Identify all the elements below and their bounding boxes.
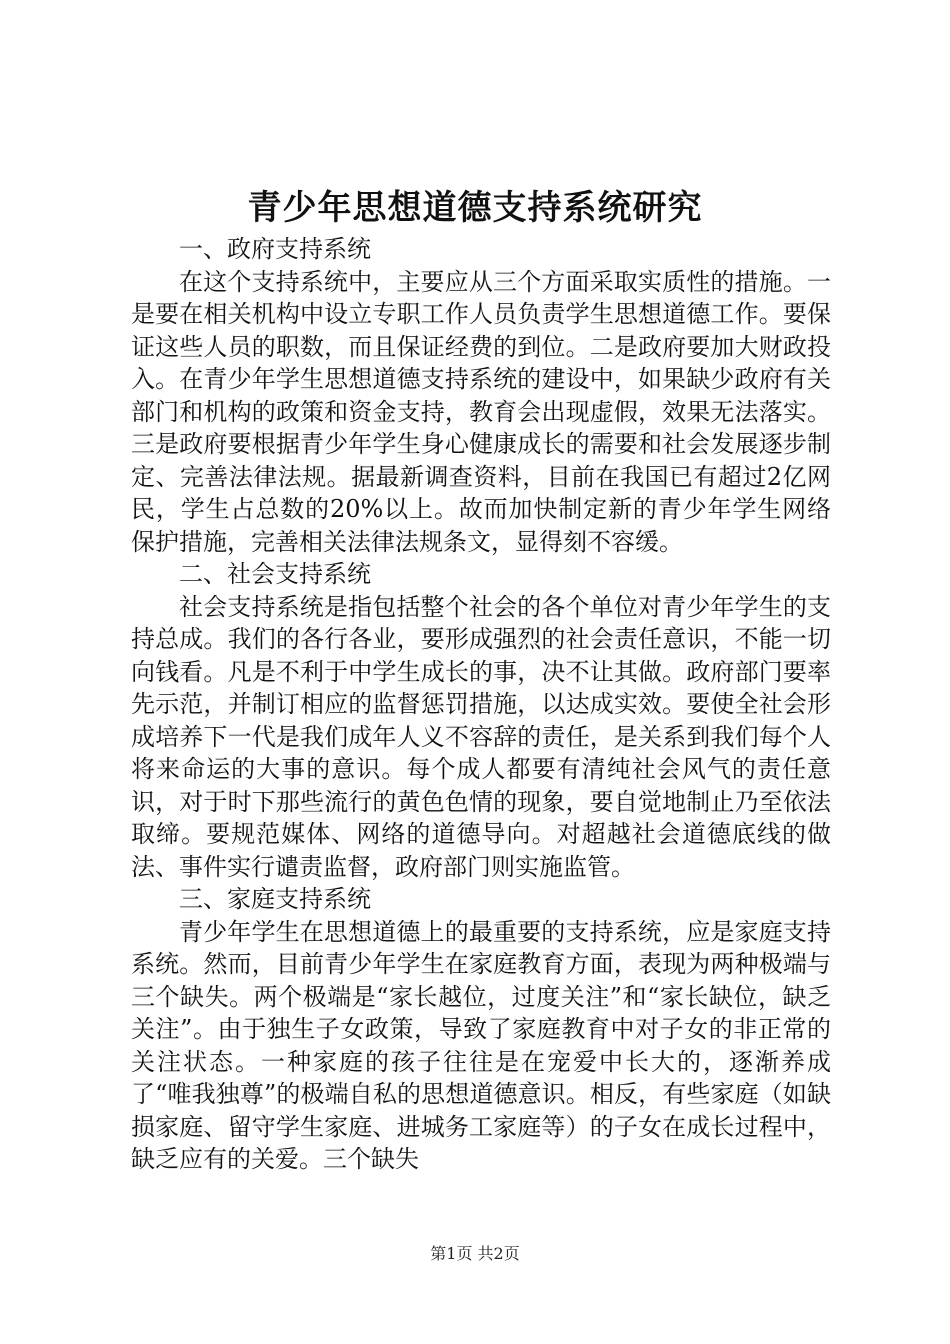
section-heading-society: 二、社会支持系统 [179, 560, 371, 588]
section-heading-government: 一、政府支持系统 [179, 235, 371, 263]
document-title: 青少年思想道德支持系统研究 [247, 188, 703, 228]
section-heading-family: 三、家庭支持系统 [179, 885, 371, 913]
paragraph-society: 社会支持系统是指包括整个社会的各个单位对青少年学生的支持总成。我们的各行各业，要形成强烈的社会责任意识，不能一切向钱看。凡是不利于中学生成长的事，决不让其做。政府部门要率先示范，并制订相应的监督惩罚措施，以达成实效。要使全社会形成培养下一代是我们成年人义不容辞的责任，是关系到我们每个人将来命运的大事的意识。每个成人都要有清纯社会风气的责任意识，对于时下那些流行的黄色色情的现象，要自觉地制止乃至依法取缔。要规范媒体、网络的道德导向。对超越社会道德底线的做法、事件实行谴责监督，政府部门则实施监管。 [131, 592, 831, 881]
page-number: 第1页 共2页 [430, 1244, 520, 1263]
paragraph-family: 青少年学生在思想道德上的最重要的支持系统，应是家庭支持系统。然而，目前青少年学生在家庭教育方面，表现为两种极端与三个缺失。两个极端是“家长越位，过度关注”和“家长缺位，缺乏关注”。由于独生子女政策，导致了家庭教育中对子女的非正常的关注状态。一种家庭的孩子往往是在宠爱中长大的，逐渐养成了“唯我独尊”的极端自私的思想道德意识。相反，有些家庭（如缺损家庭、留守学生家庭、进城务工家庭等）的子女在成长过程中，缺乏应有的关爱。三个缺失 [131, 917, 831, 1173]
document-body [131, 233, 831, 1176]
paragraph-government: 在这个支持系统中，主要应从三个方面采取实质性的措施。一是要在相关机构中设立专职工作人员负责学生思想道德工作。要保证这些人员的职数，而且保证经费的到位。二是政府要加大财政投入。在青少年学生思想道德支持系统的建设中，如果缺少政府有关部门和机构的政策和资金支持，教育会出现虚假，效果无法落实。三是政府要根据青少年学生身心健康成长的需要和社会发展逐步制定、完善法律法规。据最新调查资料，目前在我国已有超过2亿网民，学生占总数的20%以上。故而加快制定新的青少年学生网络保护措施，完善相关法律法规条文，显得刻不容缓。 [131, 267, 831, 556]
